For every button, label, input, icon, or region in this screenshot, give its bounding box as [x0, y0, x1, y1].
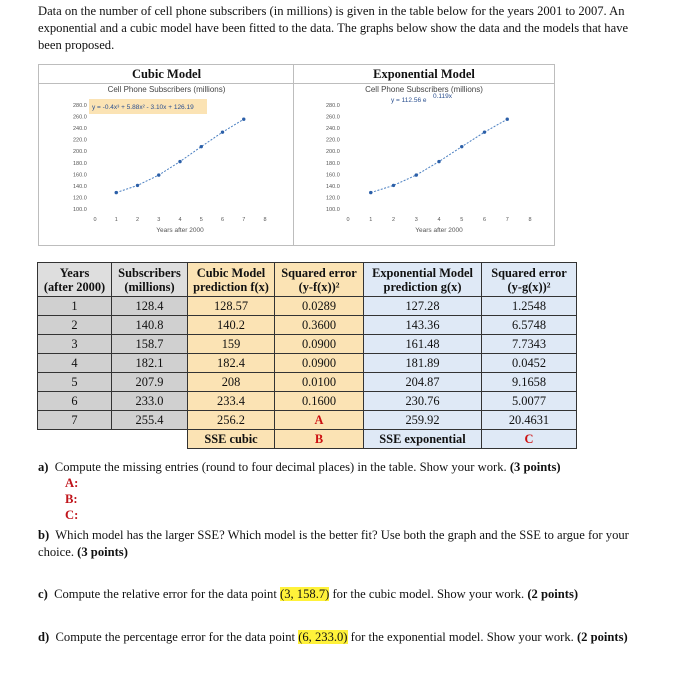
question-c [38, 586, 638, 603]
x-tick-label: 8 [263, 217, 267, 223]
trendline [371, 119, 508, 192]
table-cell: 0.0100 [275, 373, 364, 392]
table-cell: 159 [188, 335, 275, 354]
y-tick-label: 200.0 [73, 149, 87, 156]
y-tick-label: 240.0 [326, 126, 340, 133]
header-line: prediction g(x) [383, 280, 462, 294]
question-a-text: Compute the missing entries (round to four decimal places) in the table. Show your work. [54, 460, 507, 474]
data-point [506, 118, 509, 121]
data-point [369, 191, 372, 194]
data-table [37, 262, 577, 449]
table-cell: 0.0900 [275, 354, 364, 373]
table-row [38, 297, 577, 316]
question-d-point: (6, 233.0) [298, 630, 348, 644]
question-b-label: b) [38, 528, 50, 542]
table-cell: 2 [38, 316, 112, 335]
x-tick-label: 8 [528, 217, 532, 223]
intro-paragraph: Data on the number of cell phone subscribers (in millions) is given in the table below for the years 2001 to 2007. An exponential and a cubic model have been fitted to the data. The graphs below show the data and the models that have been proposed. [38, 4, 629, 52]
header-line: Squared error [491, 266, 567, 280]
table-row [38, 335, 577, 354]
table-cell: 233.4 [188, 392, 275, 411]
header-line: (after 2000) [43, 280, 106, 294]
table-footer-row [38, 430, 577, 449]
table-cell: 127.28 [364, 297, 482, 316]
table-cell: 259.92 [364, 411, 482, 430]
y-tick-label: 120.0 [73, 195, 87, 202]
x-tick-label: 5 [199, 217, 203, 223]
table-cell: 140.2 [188, 316, 275, 335]
table-row [38, 373, 577, 392]
header-line: Squared error [281, 266, 357, 280]
data-point [221, 130, 224, 133]
y-tick-label: 200.0 [326, 149, 340, 156]
question-a-label: a) [38, 460, 49, 474]
table-cell: 208 [188, 373, 275, 392]
x-tick-label: 0 [346, 217, 350, 223]
table-cell: 0.0452 [482, 354, 577, 373]
data-point [157, 173, 160, 176]
question-d [38, 629, 638, 646]
table-cell: 0.0289 [275, 297, 364, 316]
table-cell: 9.1658 [482, 373, 577, 392]
x-tick-label: 5 [460, 217, 464, 223]
y-tick-label: 280.0 [73, 103, 87, 109]
equation-label: y = 112.56 e [391, 97, 427, 104]
table-cell: 0.0900 [275, 335, 364, 354]
data-point [178, 160, 181, 163]
y-tick-label: 140.0 [326, 183, 340, 190]
table-cell: 182.1 [112, 354, 188, 373]
y-tick-label: 100.0 [326, 207, 340, 213]
table-body [38, 297, 577, 430]
x-tick-label: 2 [392, 217, 396, 223]
y-tick-label: 280.0 [326, 103, 340, 109]
table-row [38, 411, 577, 430]
x-axis-label: Years after 2000 [415, 227, 463, 234]
header-line: Subscribers [118, 266, 181, 280]
cubic-chart-title: Cell Phone Subscribers (millions) [107, 85, 226, 94]
question-b [38, 527, 638, 561]
table-cell: 233.0 [112, 392, 188, 411]
table-cell: 158.7 [112, 335, 188, 354]
footer-spacer [38, 430, 112, 449]
table-row [38, 354, 577, 373]
x-tick-label: 6 [221, 217, 225, 223]
exponential-model-panel [293, 64, 555, 246]
table-row [38, 316, 577, 335]
x-tick-label: 2 [136, 217, 140, 223]
cubic-chart [39, 65, 294, 245]
table-cell: 4 [38, 354, 112, 373]
question-d-post: for the exponential model. Show your work. [347, 630, 574, 644]
table-cell: 0.3600 [275, 316, 364, 335]
table-cell: 161.48 [364, 335, 482, 354]
table-cell: A [275, 411, 364, 430]
data-point [200, 145, 203, 148]
y-tick-label: 180.0 [73, 160, 87, 167]
footer-spacer [112, 430, 188, 449]
question-b-points: (3 points) [77, 545, 128, 559]
sse-cubic-label: SSE cubic [188, 430, 275, 449]
x-tick-label: 1 [369, 217, 373, 223]
data-point [437, 160, 440, 163]
data-point [483, 130, 486, 133]
table-cell: 230.76 [364, 392, 482, 411]
data-point [415, 173, 418, 176]
exponential-chart [294, 65, 554, 245]
table-cell: 5 [38, 373, 112, 392]
y-tick-label: 260.0 [73, 114, 87, 121]
table-cell: 3 [38, 335, 112, 354]
table-cell: 0.1600 [275, 392, 364, 411]
y-tick-label: 240.0 [73, 126, 87, 133]
y-tick-label: 160.0 [326, 172, 340, 179]
x-tick-label: 7 [242, 217, 246, 223]
header-line: prediction f(x) [193, 280, 269, 294]
y-tick-label: 100.0 [73, 207, 87, 213]
y-tick-label: 220.0 [326, 137, 340, 144]
table-cell: 5.0077 [482, 392, 577, 411]
data-point [460, 145, 463, 148]
x-tick-label: 4 [178, 217, 182, 223]
x-tick-label: 7 [505, 217, 509, 223]
question-a-points: (3 points) [509, 460, 561, 474]
header-exp-squared-error [482, 263, 577, 297]
question-d-points: (2 points) [576, 630, 628, 644]
equation-label: y = -0.4x³ + 5.88x² - 3.10x + 126.19 [92, 104, 194, 111]
answer-c-label: C: [65, 508, 79, 522]
cubic-panel-title: Cubic Model [39, 65, 294, 84]
table-cell: 1.2548 [482, 297, 577, 316]
question-b-text: Which model has the larger SSE? Which model is the better fit? Use both the graph and the SSE to argue for your choice. [38, 528, 629, 559]
table-cell: 6 [38, 392, 112, 411]
equation-exponent: 0.119x [433, 93, 453, 100]
x-tick-label: 3 [157, 217, 161, 223]
y-tick-label: 160.0 [73, 172, 87, 179]
header-line: Years [59, 266, 90, 280]
question-d-label: d) [38, 630, 50, 644]
question-a [38, 459, 638, 476]
y-tick-label: 120.0 [326, 195, 340, 202]
header-years [38, 263, 112, 297]
table-cell: 207.9 [112, 373, 188, 392]
table-cell: 143.36 [364, 316, 482, 335]
table-cell: 256.2 [188, 411, 275, 430]
header-line: (millions) [124, 280, 175, 294]
y-tick-label: 140.0 [73, 183, 87, 190]
question-c-pre: Compute the relative error for the data point [54, 587, 281, 601]
x-tick-label: 1 [114, 217, 118, 223]
header-subscribers [112, 263, 188, 297]
x-tick-label: 0 [93, 217, 97, 223]
exponential-chart-title: Cell Phone Subscribers (millions) [365, 85, 483, 94]
table-cell: 182.4 [188, 354, 275, 373]
y-tick-label: 180.0 [326, 160, 340, 167]
table-cell: 204.87 [364, 373, 482, 392]
table-cell: 7 [38, 411, 112, 430]
table-cell: 140.8 [112, 316, 188, 335]
header-line: (y-f(x))² [298, 280, 340, 294]
table-cell: 128.57 [188, 297, 275, 316]
trendline [116, 119, 244, 192]
question-d-pre: Compute the percentage error for the data point [55, 630, 299, 644]
header-exp-prediction [364, 263, 482, 297]
header-cubic-squared-error [275, 263, 364, 297]
question-c-point: (3, 158.7) [280, 587, 330, 601]
table-row [38, 392, 577, 411]
y-tick-label: 220.0 [73, 137, 87, 144]
header-line: Cubic Model [196, 266, 266, 280]
y-tick-label: 260.0 [326, 114, 340, 121]
answer-a-label: A: [65, 476, 79, 490]
data-point [136, 184, 139, 187]
table-cell: 181.89 [364, 354, 482, 373]
data-point [392, 184, 395, 187]
question-c-label: c) [38, 587, 48, 601]
header-line: (y-g(x))² [507, 280, 551, 294]
sse-cubic-value: B [275, 430, 364, 449]
exponential-panel-title: Exponential Model [294, 65, 554, 84]
answer-b-label: B: [65, 492, 78, 506]
table-cell: 128.4 [112, 297, 188, 316]
x-tick-label: 4 [437, 217, 441, 223]
sse-exp-value: C [482, 430, 577, 449]
data-point [115, 191, 118, 194]
data-point [242, 118, 245, 121]
table-header-row [38, 263, 577, 297]
question-c-post: for the cubic model. Show your work. [329, 587, 525, 601]
x-tick-label: 6 [483, 217, 487, 223]
table-cell: 20.4631 [482, 411, 577, 430]
x-tick-label: 3 [414, 217, 418, 223]
table-cell: 6.5748 [482, 316, 577, 335]
table-cell: 7.7343 [482, 335, 577, 354]
sse-exp-label: SSE exponential [364, 430, 482, 449]
x-axis-label: Years after 2000 [156, 227, 204, 234]
question-c-points: (2 points) [527, 587, 579, 601]
cubic-model-panel [38, 64, 295, 246]
table-cell: 255.4 [112, 411, 188, 430]
header-cubic-prediction [188, 263, 275, 297]
header-line: Exponential Model [372, 266, 473, 280]
table-cell: 1 [38, 297, 112, 316]
